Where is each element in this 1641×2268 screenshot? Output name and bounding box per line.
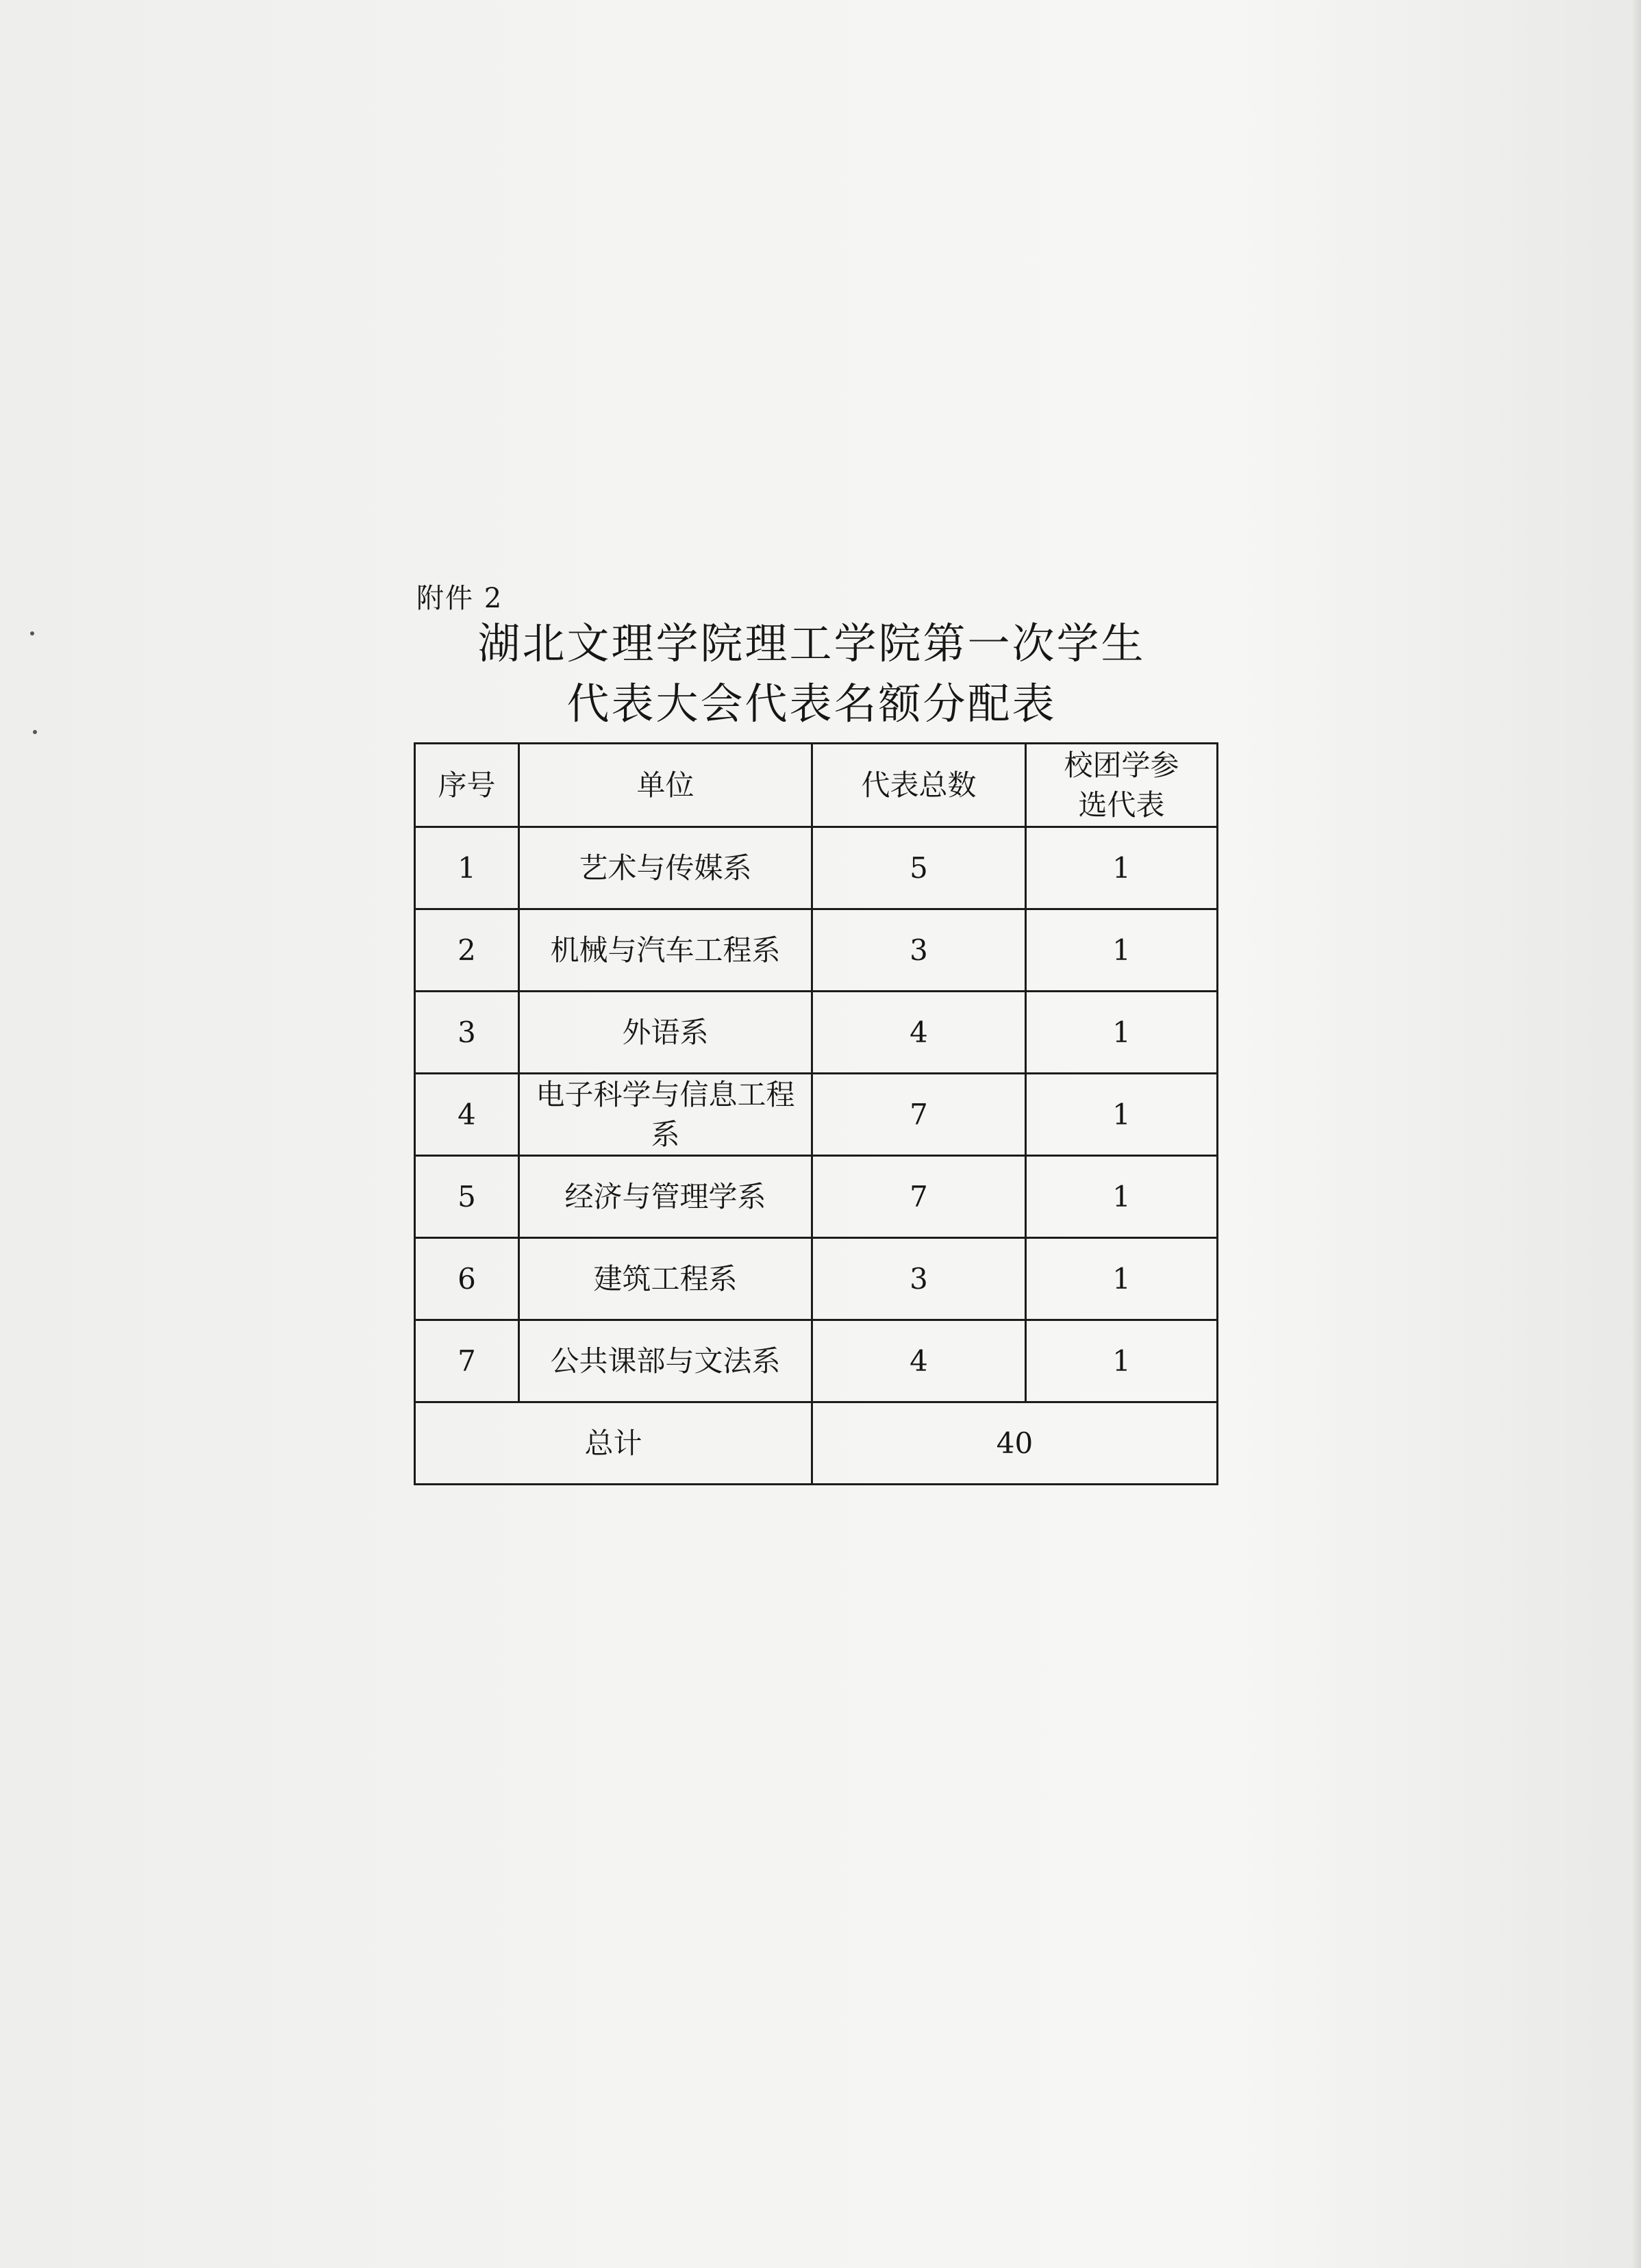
row-unit: 公共课部与文法系 <box>519 1320 812 1402</box>
row-school-reps: 1 <box>1026 1238 1218 1320</box>
document-title-line-2: 代表大会代表名额分配表 <box>566 679 1057 729</box>
row-total: 7 <box>812 1074 1026 1156</box>
header-unit: 单位 <box>519 744 812 827</box>
attachment-label: 附件 2 <box>416 583 503 614</box>
table-row <box>415 909 1218 992</box>
document-title-line-1: 湖北文理学院理工学院第一次学生 <box>477 618 1146 668</box>
row-total: 4 <box>812 992 1026 1074</box>
table-row <box>415 1238 1218 1320</box>
row-school-reps: 1 <box>1026 909 1218 992</box>
row-total: 3 <box>812 1238 1026 1320</box>
row-index: 1 <box>415 827 519 909</box>
total-label: 总计 <box>415 1402 812 1485</box>
row-index: 6 <box>415 1238 519 1320</box>
allocation-table <box>414 742 1218 1485</box>
page-edge-shadow <box>1631 0 1641 2268</box>
row-index: 7 <box>415 1320 519 1402</box>
row-unit: 电子科学与信息工程系 <box>519 1074 812 1156</box>
table-total-row <box>415 1402 1218 1485</box>
table-row <box>415 1320 1218 1402</box>
table-row <box>415 992 1218 1074</box>
row-unit: 艺术与传媒系 <box>519 827 812 909</box>
row-total: 7 <box>812 1156 1026 1238</box>
row-index: 2 <box>415 909 519 992</box>
total-value: 40 <box>812 1402 1218 1485</box>
table-row <box>415 827 1218 909</box>
row-unit: 经济与管理学系 <box>519 1156 812 1238</box>
table-row <box>415 1074 1218 1156</box>
table-header-row <box>415 744 1218 827</box>
header-index: 序号 <box>415 744 519 827</box>
header-total: 代表总数 <box>812 744 1026 827</box>
row-school-reps: 1 <box>1026 1074 1218 1156</box>
row-unit: 建筑工程系 <box>519 1238 812 1320</box>
row-school-reps: 1 <box>1026 1156 1218 1238</box>
row-total: 4 <box>812 1320 1026 1402</box>
row-total: 5 <box>812 827 1026 909</box>
scan-speck <box>33 730 37 734</box>
row-school-reps: 1 <box>1026 1320 1218 1402</box>
table-row <box>415 1156 1218 1238</box>
row-unit: 机械与汽车工程系 <box>519 909 812 992</box>
scan-speck <box>30 631 34 635</box>
row-index: 4 <box>415 1074 519 1156</box>
row-total: 3 <box>812 909 1026 992</box>
row-index: 3 <box>415 992 519 1074</box>
row-school-reps: 1 <box>1026 827 1218 909</box>
row-school-reps: 1 <box>1026 992 1218 1074</box>
row-unit: 外语系 <box>519 992 812 1074</box>
row-index: 5 <box>415 1156 519 1238</box>
header-school-reps: 校团学参选代表 <box>1026 744 1218 827</box>
